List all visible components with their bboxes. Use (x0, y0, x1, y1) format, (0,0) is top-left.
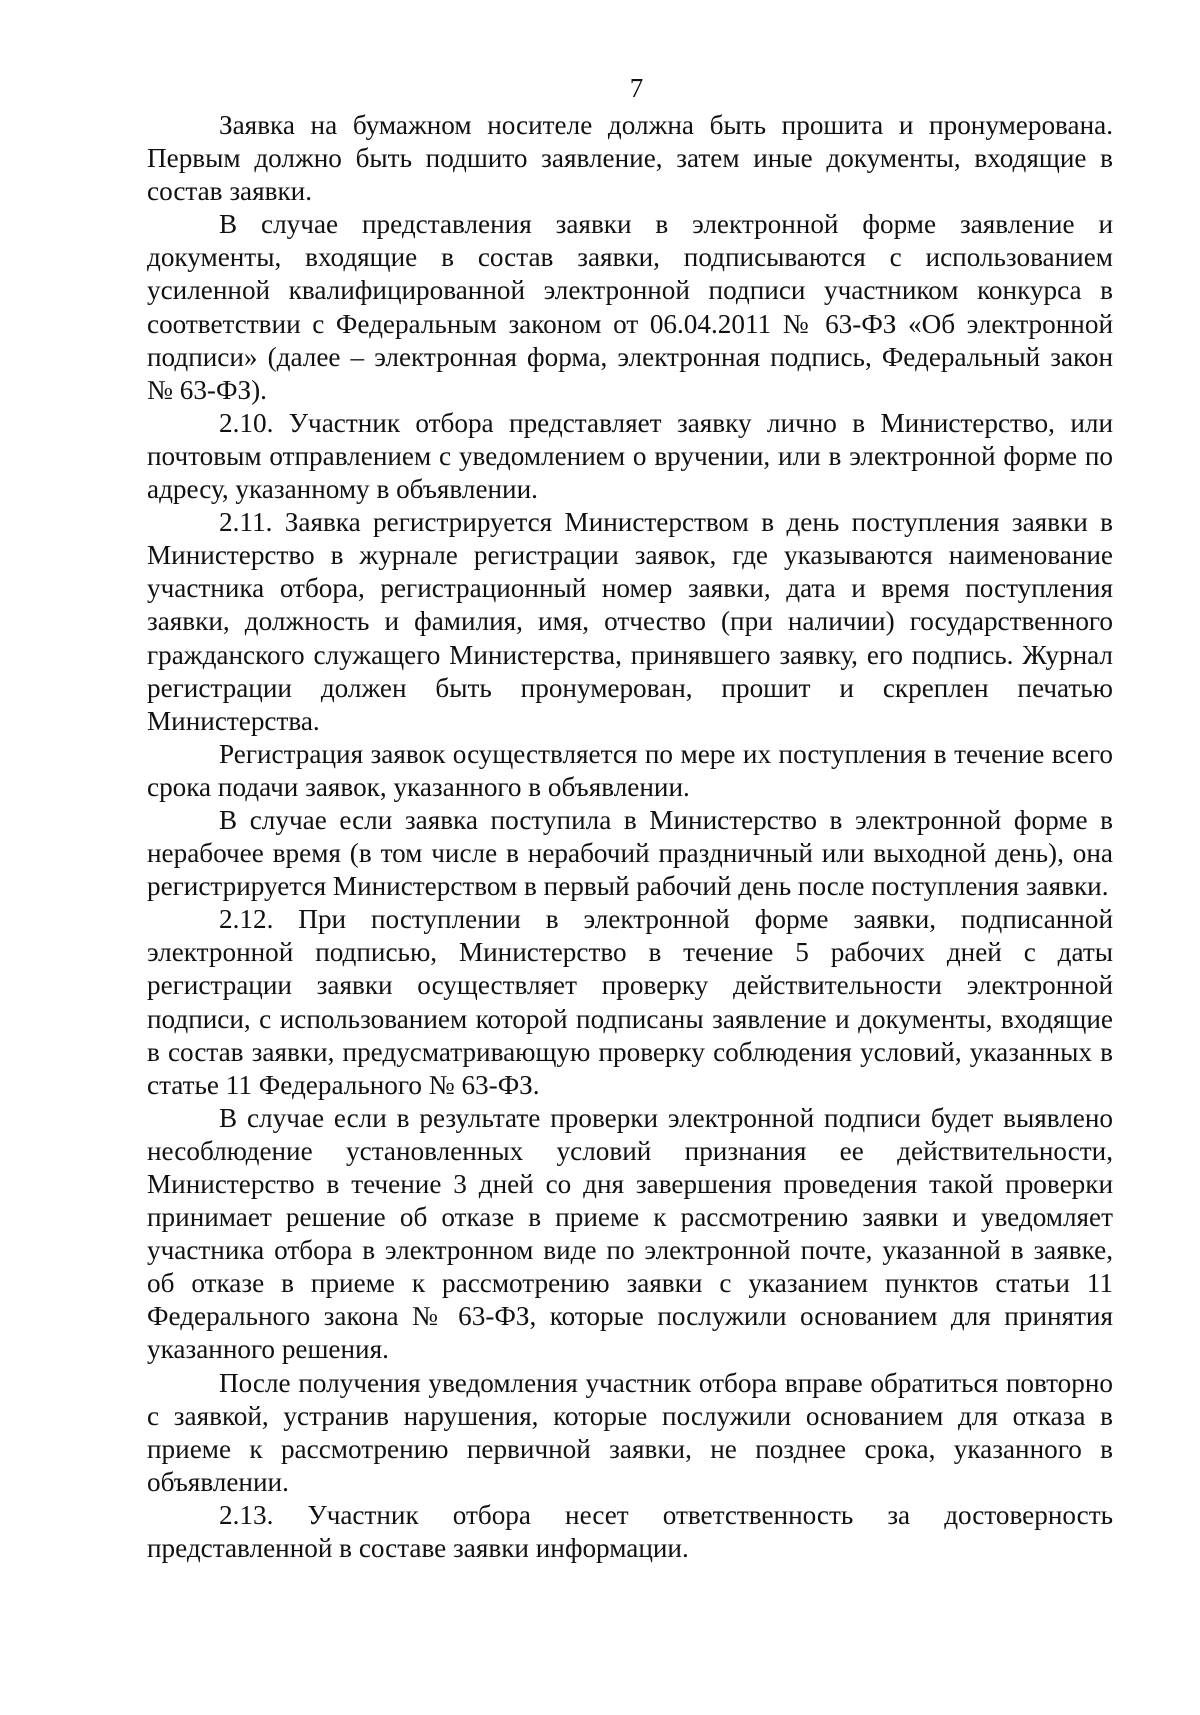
paragraph-electronic-signature: В случае представления заявки в электронной форме заявление и документы, входящие в состав заявки, подписываются с использованием усиленной квалифицированной электронной подписи участником конкурса в соответствии с Федеральным законом от 06.04.2011 № 63-ФЗ «Об электронной подписи» (далее – электронная форма, электронная подпись, Федеральный закон № 63-ФЗ). (147, 209, 1113, 405)
paragraph-2-10: 2.10. Участник отбора представляет заявку лично в Министерство, или почтовым отправлением с уведомлением о вручении, или в электронной форме по адресу, указанному в объявлении. (147, 407, 1113, 505)
document-body (147, 109, 1113, 1565)
page-number: 7 (629, 73, 644, 103)
paragraph-2-11: 2.11. Заявка регистрируется Министерством в день поступления заявки в Министерство в журнале регистрации заявок, где указываются наименование участника отбора, регистрационный номер заявки, дата и время поступления заявки, должность и фамилия, имя, отчество (при наличии) государственного гражданского служащего Министерства, принявшего заявку, его подпись. Журнал регистрации должен быть пронумерован, прошит и скреплен печатью Министерства. (147, 507, 1113, 736)
paragraph-2-13: 2.13. Участник отбора несет ответственность за достоверность представленной в составе заявки информации. (147, 1499, 1113, 1564)
paragraph-nonworking-time: В случае если заявка поступила в Министерство в электронной форме в нерабочее время (в том числе в нерабочий праздничный или выходной день), она регистрируется Министерством в первый рабочий день после поступления заявки. (147, 804, 1113, 902)
paragraph-paper-application: Заявка на бумажном носителе должна быть прошита и пронумерована. Первым должно быть подшито заявление, затем иные документы, входящие в состав заявки. (147, 110, 1113, 207)
paragraph-2-12: 2.12. При поступлении в электронной форме заявки, подписанной электронной подписью, Министерство в течение 5 рабочих дней с даты регистрации заявки осуществляет проверку действительности электронной подписи, с использованием которой подписаны заявление и документы, входящие в состав заявки, предусматривающую проверку соблюдения условий, указанных в статье 11 Федерального № 63-ФЗ. (147, 904, 1113, 1100)
paragraph-resubmission: После получения уведомления участник отбора вправе обратиться повторно с заявкой, устранив нарушения, которые послужили основанием для отказа в приеме к рассмотрению первичной заявки, не позднее срока, указанного в объявлении. (147, 1367, 1113, 1497)
paragraph-registration-period: Регистрация заявок осуществляется по мере их поступления в течение всего срока подачи заявок, указанного в объявлении. (147, 738, 1113, 802)
paragraph-verification-failure: В случае если в результате проверки электронной подписи будет выявлено несоблюдение установленных условий признания ее действительности, Министерство в течение 3 дней со дня завершения проведения такой проверки принимает решение об отказе в приеме к рассмотрению заявки и уведомляет участника отбора в электронном виде по электронной почте, указанной в заявке, об отказе в приеме к рассмотрению заявки с указанием пунктов статьи 11 Федерального закона № 63-ФЗ, которые послужили основанием для принятия указанного решения. (147, 1102, 1113, 1365)
